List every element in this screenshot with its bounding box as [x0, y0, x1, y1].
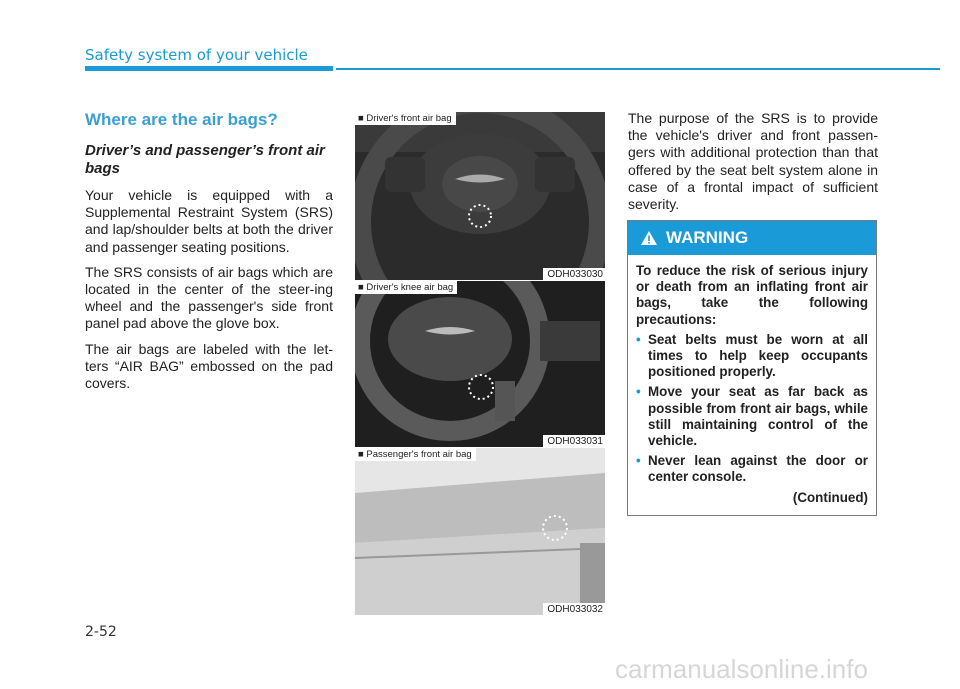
subheading: Driver’s and passenger’s front air bags — [85, 142, 325, 177]
warning-box — [627, 220, 877, 516]
header-rule — [336, 68, 940, 70]
watermark: carmanualsonline.info — [615, 654, 868, 684]
paragraph-2: The SRS consists of air bags which are located in the center of the steer-ing wheel and the passenger's side front panel pad above the glove box. — [85, 263, 333, 332]
image-caption: ■ Driver's knee air bag — [355, 281, 457, 294]
page-number: 2-52 — [85, 624, 117, 640]
section-title: Safety system of your vehicle — [85, 46, 308, 64]
dashboard-illustration — [355, 448, 605, 615]
photo-driver-front-airbag — [355, 112, 605, 280]
warning-icon — [640, 230, 658, 246]
left-column — [85, 110, 333, 400]
image-caption: ■ Passenger's front air bag — [355, 448, 476, 461]
image-code: ODH033030 — [543, 268, 605, 280]
header-bar — [85, 66, 333, 71]
warning-bullet: • Move your seat as far back as possible from front air bags, while still maintaining control of the vehicle. — [636, 384, 868, 449]
continued-label: (Continued) — [792, 489, 868, 505]
photo-driver-knee-airbag — [355, 281, 605, 447]
paragraph-3: The air bags are labeled with the let-ters “AIR BAG” embossed on the pad covers. — [85, 340, 333, 392]
right-column — [628, 110, 878, 213]
warning-bullet: • Never lean against the door or center console. — [636, 453, 868, 485]
section-heading: Where are the air bags? — [85, 110, 278, 129]
warning-bullet: • Seat belts must be worn at all times to help keep occupants positioned properly. — [636, 331, 868, 380]
warning-title: WARNING — [666, 228, 749, 247]
image-code: ODH033032 — [543, 603, 605, 615]
warning-intro: To reduce the risk of serious injury or death from an inflating front air bags, take the following precautions: — [636, 263, 868, 327]
photo-passenger-front-airbag — [355, 448, 605, 615]
image-caption: ■ Driver's front air bag — [355, 112, 456, 125]
knee-airbag-illustration — [355, 281, 605, 447]
warning-body — [628, 255, 876, 506]
srs-purpose-paragraph: The purpose of the SRS is to provide the vehicle's driver and front passen-gers with additional protection than that offered by the seat belt system alone in case of a frontal impact of sufficient severity. — [628, 110, 878, 213]
steering-wheel-illustration — [355, 112, 605, 280]
paragraph-1: Your vehicle is equipped with a Supplemental Restraint System (SRS) and lap/shoulder belts at both the driver and passenger seating positions. — [85, 187, 333, 255]
warning-header — [628, 221, 876, 255]
image-code: ODH033031 — [543, 435, 605, 447]
